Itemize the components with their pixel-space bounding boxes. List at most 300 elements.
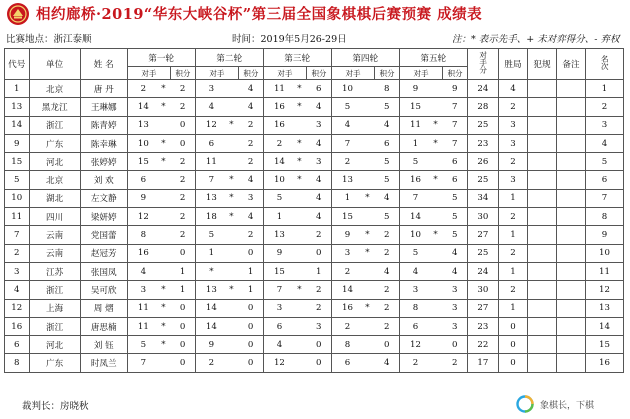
cell-score: 4 [307,134,332,152]
cell-wins: 2 [499,98,528,116]
cell-opp-score: 28 [467,98,498,116]
cell-first-move-mark: * [156,134,170,152]
cell-first-move-mark: * [428,134,442,152]
cell-tiebreak [527,208,556,226]
cell-score: 2 [239,134,264,152]
cell-tiebreak [527,299,556,317]
cell-first-move-mark [292,189,306,207]
cell-first-move-mark [360,281,374,299]
cell-opp-score: 22 [467,336,498,354]
cell-opp-score: 24 [467,262,498,280]
cell-opponent: 7 [331,134,360,152]
cell-first-move-mark [428,98,442,116]
cell-name: 刘 欢 [80,171,127,189]
cell-first-move-mark [360,262,374,280]
cell-opponent: 5 [195,226,224,244]
cell-score: 7 [443,98,468,116]
cell-tiebreak [527,281,556,299]
table-row [5,281,624,299]
cell-unit: 浙江 [29,281,80,299]
cell-score: 0 [375,336,400,354]
cell-seq: 9 [5,134,30,152]
cell-remark [556,317,585,335]
cell-opponent: 15 [263,262,292,280]
cell-first-move-mark [292,336,306,354]
cell-score: 4 [375,116,400,134]
cell-wins: 0 [499,317,528,335]
cell-score: 2 [171,153,196,171]
cell-first-move-mark: * [292,153,306,171]
table-row [5,336,624,354]
cell-score: 0 [307,244,332,262]
cell-opponent: 2 [399,354,428,372]
cell-rank: 10 [585,244,623,262]
cell-unit: 北京 [29,171,80,189]
cell-opponent: 14 [127,98,156,116]
cell-unit: 黑龙江 [29,98,80,116]
cell-name: 张国凤 [80,262,127,280]
cell-rank: 6 [585,171,623,189]
cell-opponent: 10 [331,80,360,98]
cell-score: 2 [239,226,264,244]
cell-first-move-mark [156,226,170,244]
cell-remark [556,281,585,299]
cell-tiebreak [527,171,556,189]
cell-remark [556,336,585,354]
cell-score: 0 [239,317,264,335]
cell-first-move-mark: * [360,299,374,317]
cell-opponent: 6 [331,354,360,372]
cell-opponent: 2 [195,354,224,372]
cell-seq: 3 [5,262,30,280]
cell-opponent: 13 [195,281,224,299]
cell-opponent: 15 [331,208,360,226]
cell-opponent: 13 [195,189,224,207]
cell-rank: 7 [585,189,623,207]
cell-first-move-mark [428,208,442,226]
cell-opponent: 2 [331,317,360,335]
cell-opponent: 4 [331,116,360,134]
cell-score: 5 [375,153,400,171]
cell-tiebreak [527,80,556,98]
cell-first-move-mark [224,354,238,372]
cell-opponent: 14 [263,153,292,171]
cell-first-move-mark: * [292,98,306,116]
cell-first-move-mark [292,244,306,262]
cell-first-move-mark: * [224,281,238,299]
cell-name: 周 熠 [80,299,127,317]
table-row [5,80,624,98]
cell-seq: 1 [5,80,30,98]
cell-remark [556,208,585,226]
cell-opponent: 13 [331,171,360,189]
cell-first-move-mark [360,134,374,152]
cell-opponent: 3 [127,281,156,299]
cell-first-move-mark: * [224,189,238,207]
cell-first-move-mark [156,262,170,280]
match-time: 时间：2019年5月26-29日 [232,34,347,45]
cell-score: 3 [443,299,468,317]
cell-first-move-mark: * [156,80,170,98]
cell-opponent: 16 [331,299,360,317]
cell-unit: 云南 [29,226,80,244]
cell-seq: 6 [5,336,30,354]
cell-opponent: 12 [195,116,224,134]
cell-score: 2 [375,281,400,299]
cell-name: 党国蕾 [80,226,127,244]
cell-opp-score: 17 [467,354,498,372]
cell-score: 5 [443,189,468,207]
cell-first-move-mark [360,116,374,134]
cell-score: 0 [171,354,196,372]
cell-score: 2 [307,281,332,299]
cell-rank: 12 [585,281,623,299]
cell-seq: 12 [5,299,30,317]
cell-tiebreak [527,189,556,207]
cell-unit: 湖北 [29,189,80,207]
cell-opp-score: 34 [467,189,498,207]
table-row [5,153,624,171]
cell-score: 5 [375,208,400,226]
cell-first-move-mark: * [292,134,306,152]
cell-name: 陈青婷 [80,116,127,134]
cell-opp-score: 25 [467,244,498,262]
cell-score: 2 [239,116,264,134]
cell-first-move-mark: * [428,226,442,244]
cell-rank: 16 [585,354,623,372]
cell-opponent: 4 [263,336,292,354]
cell-opponent: 16 [263,98,292,116]
cell-first-move-mark [156,189,170,207]
cell-seq: 5 [5,171,30,189]
subheader-score: 积分 [239,67,264,80]
cell-score: 4 [375,262,400,280]
cell-seq: 2 [5,244,30,262]
cell-opponent: 12 [399,336,428,354]
cell-opponent: 13 [127,116,156,134]
cell-opp-score: 30 [467,281,498,299]
cell-seq: 7 [5,226,30,244]
cell-first-move-mark [224,244,238,262]
cell-first-move-mark [360,171,374,189]
cell-score: 0 [239,299,264,317]
cell-tiebreak [527,116,556,134]
cell-opponent: 6 [127,171,156,189]
emblem-icon [6,2,30,26]
cell-first-move-mark [292,262,306,280]
cell-wins: 3 [499,116,528,134]
cell-first-move-mark: * [156,317,170,335]
cell-opponent: 15 [399,98,428,116]
cell-wins: 0 [499,354,528,372]
cell-seq: 16 [5,317,30,335]
cell-score: 4 [375,189,400,207]
header-wins: 胜局 [499,49,528,80]
header-round-4: 第四轮 [331,49,399,67]
cell-score: 2 [171,208,196,226]
cell-score: 4 [239,98,264,116]
cell-remark [556,262,585,280]
cell-rank: 15 [585,336,623,354]
cell-first-move-mark: * [156,281,170,299]
table-row [5,317,624,335]
cell-score: 4 [307,98,332,116]
cell-opponent: 5 [399,153,428,171]
cell-tiebreak [527,354,556,372]
cell-opponent: 6 [399,317,428,335]
cell-name: 左文静 [80,189,127,207]
watermark-text: 象棋长，下棋 [540,401,595,411]
cell-first-move-mark: * [224,208,238,226]
cell-score: 4 [443,262,468,280]
cell-score: 2 [171,80,196,98]
table-row [5,299,624,317]
header-round-3: 第三轮 [263,49,331,67]
cell-first-move-mark [360,336,374,354]
cell-score: 4 [239,80,264,98]
cell-unit: 四川 [29,208,80,226]
cell-score: 6 [443,171,468,189]
cell-rank: 4 [585,134,623,152]
cell-rank: 2 [585,98,623,116]
cell-first-move-mark [224,153,238,171]
header-round-1: 第一轮 [127,49,195,67]
cell-remark [556,98,585,116]
cell-score: 3 [307,317,332,335]
cell-opp-score: 27 [467,226,498,244]
cell-first-move-mark [428,80,442,98]
cell-opponent: 11 [127,317,156,335]
cell-remark [556,134,585,152]
cell-first-move-mark [360,317,374,335]
subheader-score: 积分 [307,67,332,80]
subheader-opponent: 对手 [127,67,170,80]
cell-opponent: 11 [263,80,292,98]
cell-score: 0 [171,244,196,262]
cell-unit: 河北 [29,153,80,171]
cell-score: 0 [171,116,196,134]
cell-name: 梁妍婷 [80,208,127,226]
cell-first-move-mark [360,208,374,226]
cell-first-move-mark: * [156,153,170,171]
cell-opponent: 2 [331,262,360,280]
subheader-score: 积分 [375,67,400,80]
watermark-logo-icon [516,395,534,413]
cell-score: 2 [307,299,332,317]
cell-opponent: 2 [263,134,292,152]
cell-score: 1 [239,281,264,299]
cell-first-move-mark [224,226,238,244]
cell-first-move-mark [360,98,374,116]
cell-score: 4 [443,244,468,262]
cell-score: 3 [443,317,468,335]
cell-opponent: 1 [263,208,292,226]
cell-score: 2 [171,98,196,116]
cell-score: 4 [239,208,264,226]
table-row [5,244,624,262]
cell-score: 2 [171,171,196,189]
cell-opponent: 4 [399,262,428,280]
cell-score: 0 [171,299,196,317]
header-unit: 单位 [29,49,80,80]
cell-opponent: 1 [331,189,360,207]
cell-name: 时凤兰 [80,354,127,372]
cell-score: 2 [239,153,264,171]
table-row [5,226,624,244]
header-opp-score: 对手分 [467,49,498,80]
cell-wins: 4 [499,80,528,98]
cell-first-move-mark [428,153,442,171]
cell-first-move-mark [156,244,170,262]
cell-opponent: 18 [195,208,224,226]
cell-first-move-mark [428,299,442,317]
cell-unit: 浙江 [29,116,80,134]
cell-score: 4 [239,171,264,189]
cell-score: 0 [307,336,332,354]
cell-remark [556,153,585,171]
cell-opponent: 5 [263,189,292,207]
cell-score: 3 [239,189,264,207]
cell-tiebreak [527,153,556,171]
cell-first-move-mark: * [156,98,170,116]
cell-opp-score: 24 [467,80,498,98]
cell-opponent: 10 [399,226,428,244]
cell-first-move-mark: * [156,299,170,317]
cell-name: 唐 丹 [80,80,127,98]
cell-first-move-mark [292,226,306,244]
cell-unit: 上海 [29,299,80,317]
cell-score: 2 [443,354,468,372]
cell-opponent: 5 [399,244,428,262]
cell-remark [556,116,585,134]
table-row [5,262,624,280]
cell-remark [556,171,585,189]
cell-score: 6 [443,153,468,171]
cell-score: 0 [239,336,264,354]
cell-opponent: 14 [399,208,428,226]
subheader-opponent: 对手 [399,67,442,80]
cell-first-move-mark: * [292,171,306,189]
cell-first-move-mark [224,336,238,354]
cell-first-move-mark [428,281,442,299]
cell-opponent: 2 [331,153,360,171]
results-table [4,48,624,373]
cell-opponent: 5 [127,336,156,354]
cell-rank: 11 [585,262,623,280]
cell-first-move-mark [224,262,238,280]
cell-opponent: 8 [127,226,156,244]
cell-score: 4 [375,354,400,372]
cell-tiebreak [527,244,556,262]
cell-name: 唐思楠 [80,317,127,335]
cell-tiebreak [527,336,556,354]
cell-opponent: 6 [195,134,224,152]
cell-score: 5 [375,98,400,116]
cell-opponent: 14 [195,299,224,317]
cell-score: 6 [307,80,332,98]
subheader-score: 积分 [171,67,196,80]
cell-first-move-mark: * [360,189,374,207]
cell-remark [556,354,585,372]
cell-score: 2 [375,299,400,317]
cell-opponent: 3 [263,299,292,317]
cell-first-move-mark: * [360,226,374,244]
cell-first-move-mark [224,299,238,317]
cell-seq: 14 [5,116,30,134]
cell-remark [556,226,585,244]
cell-opponent: 9 [399,80,428,98]
cell-opp-score: 23 [467,134,498,152]
cell-first-move-mark: * [428,116,442,134]
cell-opponent: 9 [331,226,360,244]
cell-score: 2 [307,226,332,244]
cell-wins: 2 [499,153,528,171]
cell-opp-score: 23 [467,317,498,335]
cell-opponent: 11 [195,153,224,171]
cell-score: 2 [171,189,196,207]
cell-score: 7 [443,134,468,152]
page-title: 相约廊桥·2019“华东大峡谷杯”第三届全国象棋棋后赛预赛 成绩表 [36,6,483,23]
cell-score: 5 [443,226,468,244]
table-row [5,354,624,372]
cell-opponent: 10 [127,134,156,152]
cell-opponent: 16 [399,171,428,189]
cell-rank: 5 [585,153,623,171]
cell-unit: 云南 [29,244,80,262]
cell-score: 2 [375,244,400,262]
subheader-score: 积分 [443,67,468,80]
cell-score: 2 [375,317,400,335]
cell-first-move-mark [156,171,170,189]
cell-tiebreak [527,317,556,335]
legend-note: 注：* 表示先手、+ 未对弈得分、- 弃权 [452,34,620,45]
page-header [0,0,630,28]
cell-remark [556,80,585,98]
cell-wins: 1 [499,226,528,244]
cell-score: 5 [443,208,468,226]
match-location: 比赛地点：浙江泰顺 [6,34,92,45]
cell-score: 5 [375,171,400,189]
cell-score: 0 [171,317,196,335]
cell-rank: 13 [585,299,623,317]
header-seq: 代号 [5,49,30,80]
cell-score: 3 [443,281,468,299]
cell-opponent: * [195,262,224,280]
cell-first-move-mark: * [292,80,306,98]
cell-first-move-mark [292,208,306,226]
cell-first-move-mark [360,80,374,98]
header-round-5: 第五轮 [399,49,467,67]
header-remark: 备注 [556,49,585,80]
cell-first-move-mark: * [224,171,238,189]
cell-unit: 广东 [29,354,80,372]
subheader-opponent: 对手 [195,67,238,80]
cell-opponent: 3 [331,244,360,262]
cell-first-move-mark [292,299,306,317]
cell-opp-score: 25 [467,171,498,189]
cell-first-move-mark [224,98,238,116]
cell-opponent: 8 [331,336,360,354]
cell-score: 8 [375,80,400,98]
cell-opponent: 4 [127,262,156,280]
cell-rank: 14 [585,317,623,335]
cell-name: 张婷婷 [80,153,127,171]
cell-score: 3 [307,153,332,171]
cell-first-move-mark [428,262,442,280]
cell-remark [556,244,585,262]
header-name: 姓 名 [80,49,127,80]
table-row [5,98,624,116]
